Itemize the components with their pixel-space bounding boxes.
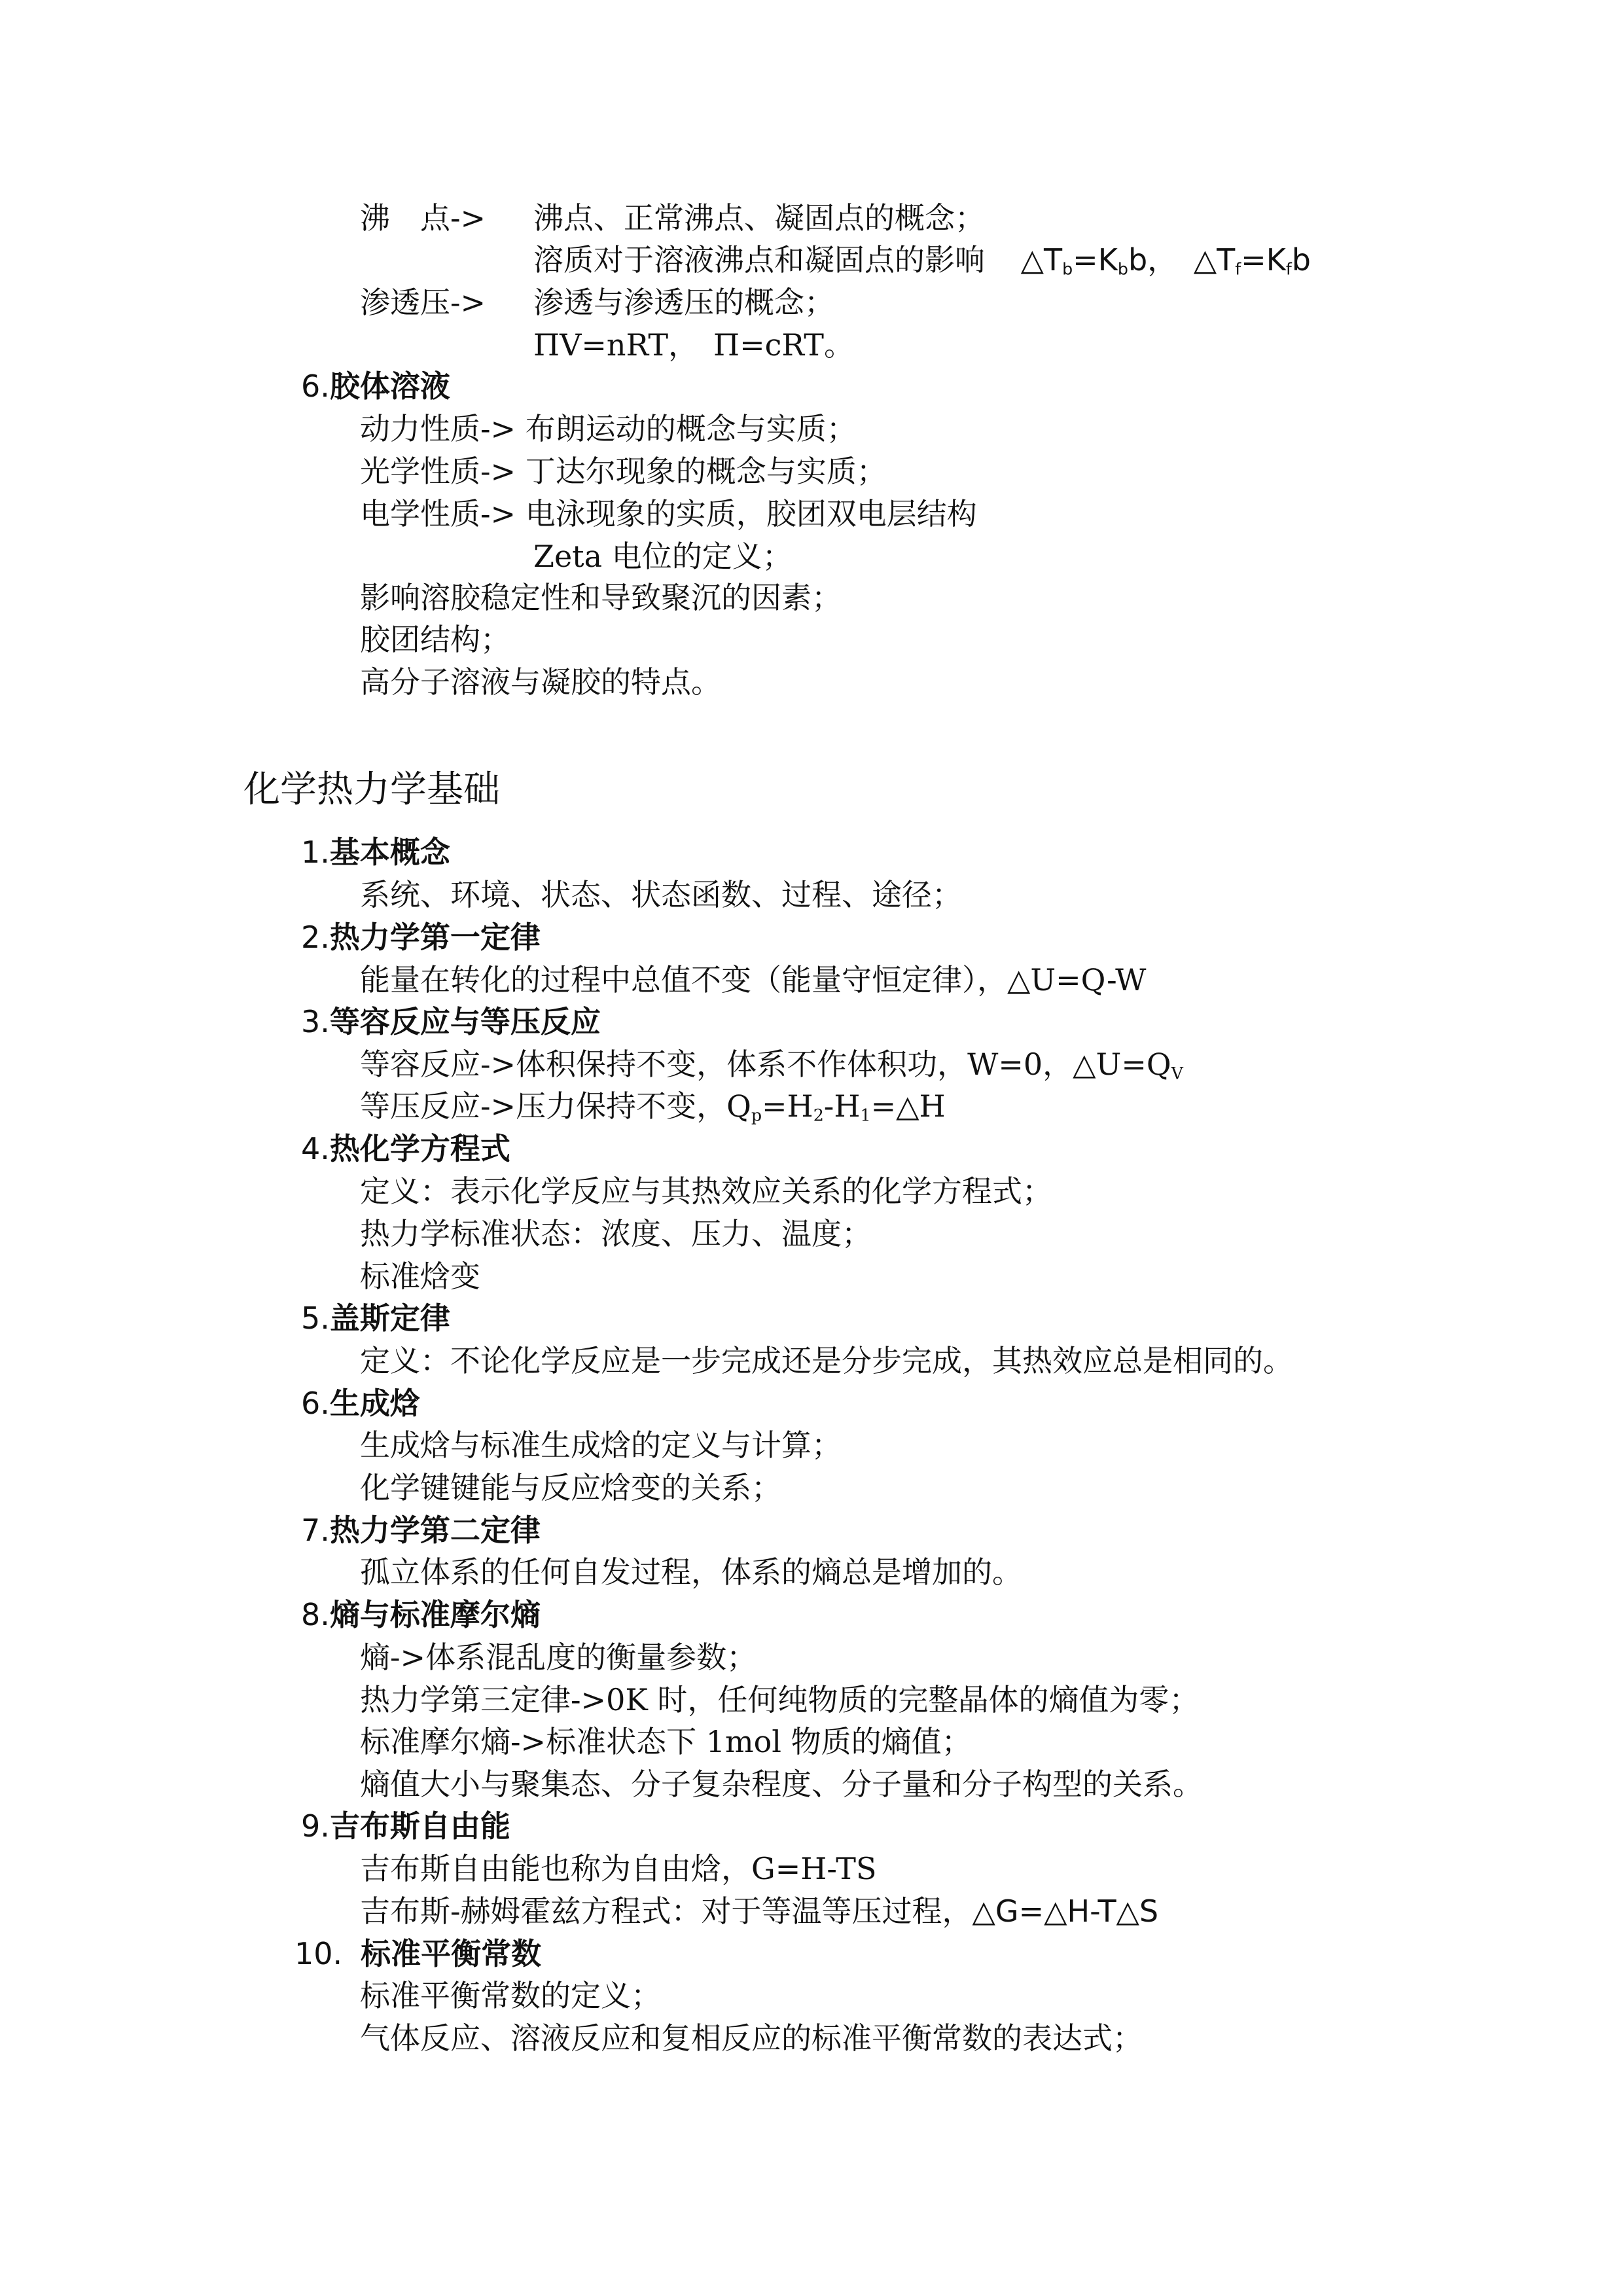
section-8-line-1: 熵->体系混乱度的衡量参数； (360, 1640, 757, 1675)
section-9-line-2: 吉布斯-赫姆霍兹方程式：对于等温等压过程，△G=△H-T△S (360, 1893, 1159, 1929)
section-5-line: 定义：不论化学反应是一步完成还是分步完成，其热效应总是相同的。 (360, 1343, 1293, 1378)
section-2-line: 能量在转化的过程中总值不变（能量守恒定律），△U=Q-W (360, 962, 1147, 997)
section-8-line-4: 熵值大小与聚集态、分子复杂程度、分子量和分子构型的关系。 (360, 1767, 1203, 1802)
zeta-potential: Zeta 电位的定义； (533, 539, 793, 574)
section-1-line: 系统、环境、状态、状态函数、过程、途径； (360, 877, 962, 912)
section-4-line-2: 热力学标准状态：浓度、压力、温度； (360, 1216, 872, 1251)
osmotic-pressure-label: 渗透压-> (360, 285, 486, 320)
section-10-heading: 10. 标准平衡常数 (294, 1936, 542, 1971)
section-3-heading: 3.等容反应与等压反应 (301, 1004, 601, 1039)
section-1-heading: 1.基本概念 (301, 834, 450, 870)
section-7-heading: 7.热力学第二定律 (301, 1513, 541, 1548)
colloid-kinetic: 动力性质-> 布朗运动的概念与实质； (360, 411, 857, 446)
colloid-optical: 光学性质-> 丁达尔现象的概念与实质； (360, 454, 887, 489)
section-3-line-1: 等容反应->体积保持不变，体系不作体积功，W=0，$\triangle U=Q_V$ (360, 1047, 1183, 1083)
colloid-electrical: 电学性质-> 电泳现象的实质，胶团双电层结构 (360, 496, 977, 531)
section-9-heading: 9.吉布斯自由能 (301, 1808, 510, 1844)
boiling-point-line2 (533, 240, 1311, 279)
micelle-structure: 胶团结构； (360, 622, 510, 657)
section-8-line-3: 标准摩尔熵->标准状态下 1mol 物质的熵值； (360, 1724, 972, 1759)
page-title: 化学热力学基础 (243, 768, 500, 811)
boiling-point-line2-text: 溶质对于溶液沸点和凝固点的影响 (533, 242, 985, 278)
section-10-line-1: 标准平衡常数的定义； (360, 1978, 661, 2013)
section-8-heading: 8.熵与标准摩尔熵 (301, 1597, 541, 1632)
section-4-heading: 4.热化学方程式 (301, 1131, 510, 1166)
osmotic-pressure-line1: 渗透与渗透压的概念； (533, 285, 834, 320)
section-6-line-2: 化学键键能与反应焓变的关系； (360, 1470, 781, 1505)
delta-tf-formula: $\triangle T_f=K_fb$ (1193, 242, 1311, 279)
colloid-stability: 影响溶胶稳定性和导致聚沉的因素； (360, 580, 842, 615)
section-6-line-1: 生成焓与标准生成焓的定义与计算； (360, 1427, 842, 1463)
osmotic-pressure-formula: ΠV=nRT， Π=cRT。 (533, 327, 854, 363)
colloid-heading: 6.胶体溶液 (301, 368, 450, 404)
section-9-line-1: 吉布斯自由能也称为自由焓，G=H-TS (360, 1851, 877, 1886)
section-4-line-1: 定义：表示化学反应与其热效应关系的化学方程式； (360, 1174, 1052, 1209)
boiling-point-label: 沸 点-> (360, 200, 486, 236)
section-8-line-2: 热力学第三定律->0K 时，任何纯物质的完整晶体的熵值为零； (360, 1682, 1200, 1717)
delta-tb-formula: $\triangle T_b=K_bb$， (1020, 242, 1178, 279)
section-4-line-3: 标准焓变 (360, 1259, 480, 1294)
section-10-line-2: 气体反应、溶液反应和复相反应的标准平衡常数的表达式； (360, 2020, 1143, 2056)
section-2-heading: 2.热力学第一定律 (301, 920, 541, 955)
section-5-heading: 5.盖斯定律 (301, 1300, 450, 1336)
section-7-line: 孤立体系的任何自发过程，体系的熵总是增加的。 (360, 1554, 1022, 1590)
polymer-gel: 高分子溶液与凝胶的特点。 (360, 664, 721, 700)
section-3-line-2: 等压反应->压力保持不变，$Q_p=H_2-H_1=\triangle H$ (360, 1088, 946, 1125)
section-6-heading: 6.生成焓 (301, 1386, 420, 1421)
boiling-point-line1: 沸点、正常沸点、凝固点的概念； (533, 200, 985, 236)
